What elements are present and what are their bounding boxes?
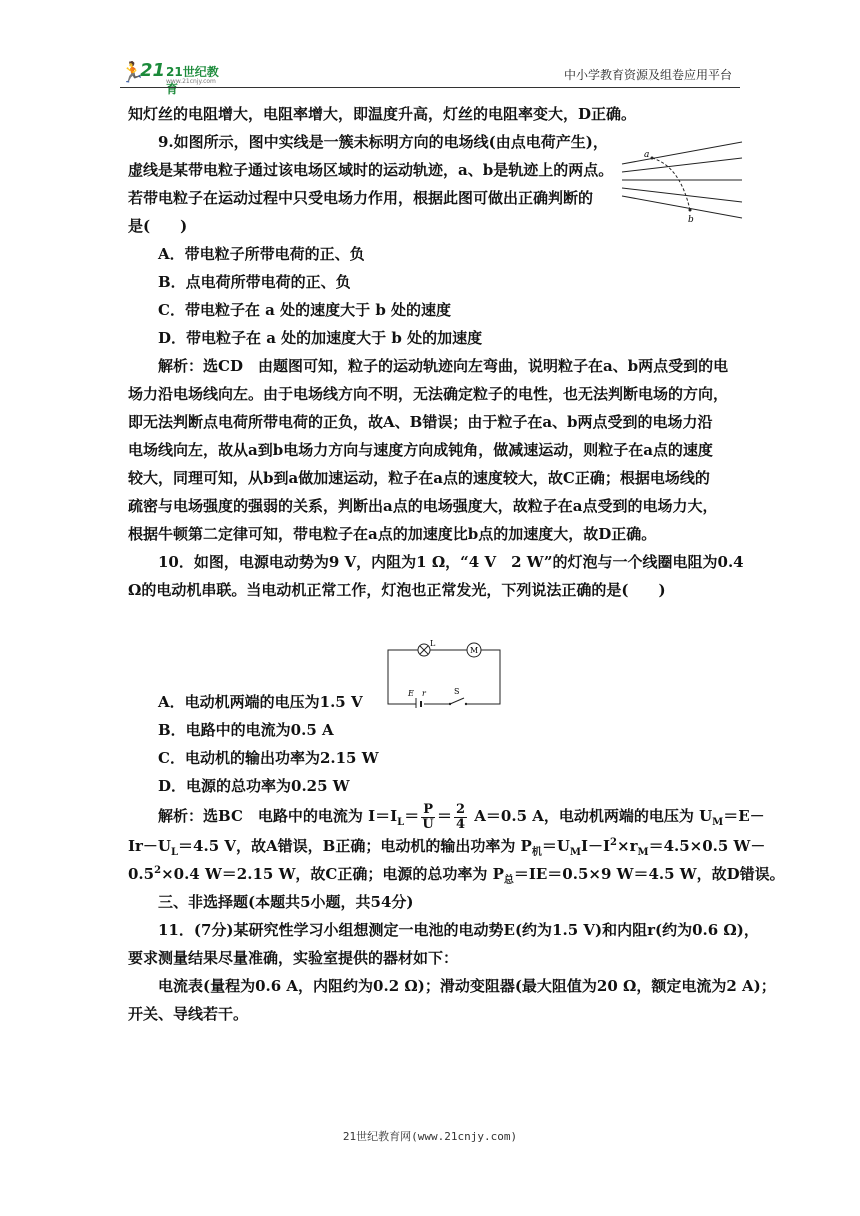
field-line xyxy=(622,196,742,218)
analysis-text: ＝E－ xyxy=(723,807,765,825)
analysis-text: ×0.4 W＝2.15 W，故C正确；电源的总功率为 P xyxy=(161,865,504,883)
label-l: L xyxy=(430,640,436,648)
label-r: r xyxy=(422,689,426,698)
analysis-9-line: 电场线向左，故从a到b电场力方向与速度方向成钝角，做减速运动，则粒子在a点的速度 xyxy=(128,441,713,459)
fraction-2-over-4 xyxy=(454,803,467,832)
superscript: 2 xyxy=(154,865,162,876)
runner-icon: 🏃 xyxy=(120,60,145,84)
question-11-line: 电流表(量程为0.6 A，内阻约为0.2 Ω)；滑动变阻器(最大阻值为20 Ω，额定电流为2 A)； xyxy=(158,977,776,995)
question-11-line: 11．(7分)某研究性学习小组想测定一电池的电动势E(约为1.5 V)和内阻r(约为0.6 Ω)， xyxy=(158,921,759,939)
subscript: L xyxy=(171,847,179,858)
header-platform-text: 中小学教育资源及组卷应用平台 xyxy=(563,68,732,82)
point-a xyxy=(651,157,654,160)
analysis-text: ＝ xyxy=(436,807,452,825)
subscript: M xyxy=(569,847,581,858)
analysis-text: 解析：选BC 电路中的电流为 I＝I xyxy=(158,807,398,825)
subscript: M xyxy=(712,817,724,828)
analysis-9-line: 即无法判断点电荷所带电荷的正负，故A、B错误；由于粒子在a、b两点受到的电场力沿 xyxy=(128,413,713,431)
option-c: C．带电粒子在 a 处的速度大于 b 处的速度 xyxy=(158,301,452,319)
fraction-p-over-u xyxy=(421,803,435,832)
circuit-wire xyxy=(388,650,500,704)
analysis-text: ＝4.5 V，故A错误，B正确；电动机的输出功率为 P xyxy=(178,837,532,855)
analysis-text: I－I xyxy=(581,837,611,855)
question-10-line: Ω的电动机串联。当电动机正常工作，灯泡也正常发光，下列说法正确的是( ) xyxy=(128,581,666,599)
logo-text: 21世纪教育 xyxy=(166,65,219,96)
question-9-line: 9.如图所示，图中实线是一簇未标明方向的电场线(由点电荷产生)， xyxy=(158,133,608,151)
superscript: 2 xyxy=(610,837,618,848)
fraction-denominator: 4 xyxy=(456,816,466,832)
label-s: S xyxy=(454,687,460,696)
option-d: D．电源的总功率为0.25 W xyxy=(158,777,350,795)
analysis-text: A＝0.5 A，电动机两端的电压为 U xyxy=(469,807,713,825)
question-9-line: 若带电粒子在运动过程中只受电场力作用，根据此图可做出正确判断的 xyxy=(128,189,594,207)
option-a: A．带电粒子所带电荷的正、负 xyxy=(158,245,365,263)
text-line: 知灯丝的电阻增大，电阻率增大，即温度升高，灯丝的电阻率变大，D正确。 xyxy=(128,105,637,123)
field-line xyxy=(622,188,742,202)
analysis-10-line xyxy=(128,800,765,832)
analysis-10-line xyxy=(128,832,766,860)
subscript: 总 xyxy=(503,875,514,886)
logo-url: www.21cnjy.com xyxy=(166,78,216,85)
label-a: a xyxy=(644,150,650,160)
analysis-9-line: 根据牛顿第二定律可知，带电粒子在a点的加速度比b点的加速度大，故D正确。 xyxy=(128,525,657,543)
option-b: B．点电荷所带电荷的正、负 xyxy=(158,273,351,291)
document-body xyxy=(128,100,785,1028)
question-9-line: 是( ) xyxy=(128,217,188,235)
fraction-denominator: U xyxy=(422,816,434,832)
analysis-9-line: 疏密与电场强度的强弱的关系，判断出a点的电场强度大，故粒子在a点受到的电场力大， xyxy=(128,497,718,515)
analysis-text: ＝U xyxy=(541,837,570,855)
analysis-text: 0.5 xyxy=(128,865,155,883)
analysis-9-line: 解析：选CD 由题图可知，粒子的运动轨迹向左弯曲，说明粒子在a、b两点受到的电 xyxy=(158,357,729,375)
label-e: E xyxy=(408,689,414,698)
label-b: b xyxy=(688,215,694,222)
field-line xyxy=(622,142,742,164)
section-heading: 三、非选择题(本题共5小题，共54分) xyxy=(158,893,414,911)
fraction-numerator: 2 xyxy=(456,801,466,817)
analysis-9-line: 较大，同理可知，从b到a做加速运动，粒子在a点的速度较大，故C正确；根据电场线的 xyxy=(128,469,710,487)
analysis-text: Ir－U xyxy=(128,837,172,855)
analysis-text: ＝IE＝0.5×9 W＝4.5 W，故D错误。 xyxy=(513,865,785,883)
field-line xyxy=(622,158,742,172)
subscript: 机 xyxy=(531,847,542,858)
option-c: C．电动机的输出功率为2.15 W xyxy=(158,749,379,767)
analysis-text: ＝4.5×0.5 W－ xyxy=(648,837,766,855)
header-divider xyxy=(120,87,740,88)
option-d: D．带电粒子在 a 处的加速度大于 b 处的加速度 xyxy=(158,329,483,347)
question-11-line: 开关、导线若干。 xyxy=(128,1005,249,1023)
option-b: B．电路中的电流为0.5 A xyxy=(158,721,334,739)
question-11-line: 要求测量结果尽量准确，实验室提供的器材如下： xyxy=(128,949,459,967)
analysis-text: ＝ xyxy=(404,807,420,825)
option-a: A．电动机两端的电压为1.5 V xyxy=(158,693,363,711)
analysis-text: ×r xyxy=(617,837,638,855)
analysis-10-line xyxy=(128,860,785,888)
logo-number: 21 xyxy=(140,60,166,81)
fraction-numerator: P xyxy=(423,801,433,817)
point-b xyxy=(689,209,692,212)
question-10-line: 10．如图，电源电动势为9 V，内阻为1 Ω，“4 V 2 W”的灯泡与一个线圈电阻为0.4 xyxy=(158,553,744,571)
subscript: L xyxy=(397,817,405,828)
electric-field-diagram xyxy=(618,140,748,222)
label-m: M xyxy=(470,646,479,655)
site-logo xyxy=(120,58,230,96)
question-9-line: 虚线是某带电粒子通过该电场区域时的运动轨迹，a、b是轨迹上的两点。 xyxy=(128,161,614,179)
analysis-9-line: 场力沿电场线向左。由于电场线方向不明，无法确定粒子的电性，也无法判断电场的方向， xyxy=(128,385,729,403)
circuit-diagram xyxy=(384,640,504,708)
subscript: M xyxy=(637,847,649,858)
page-footer: 21世纪教育网(www.21cnjy.com) xyxy=(342,1130,518,1143)
